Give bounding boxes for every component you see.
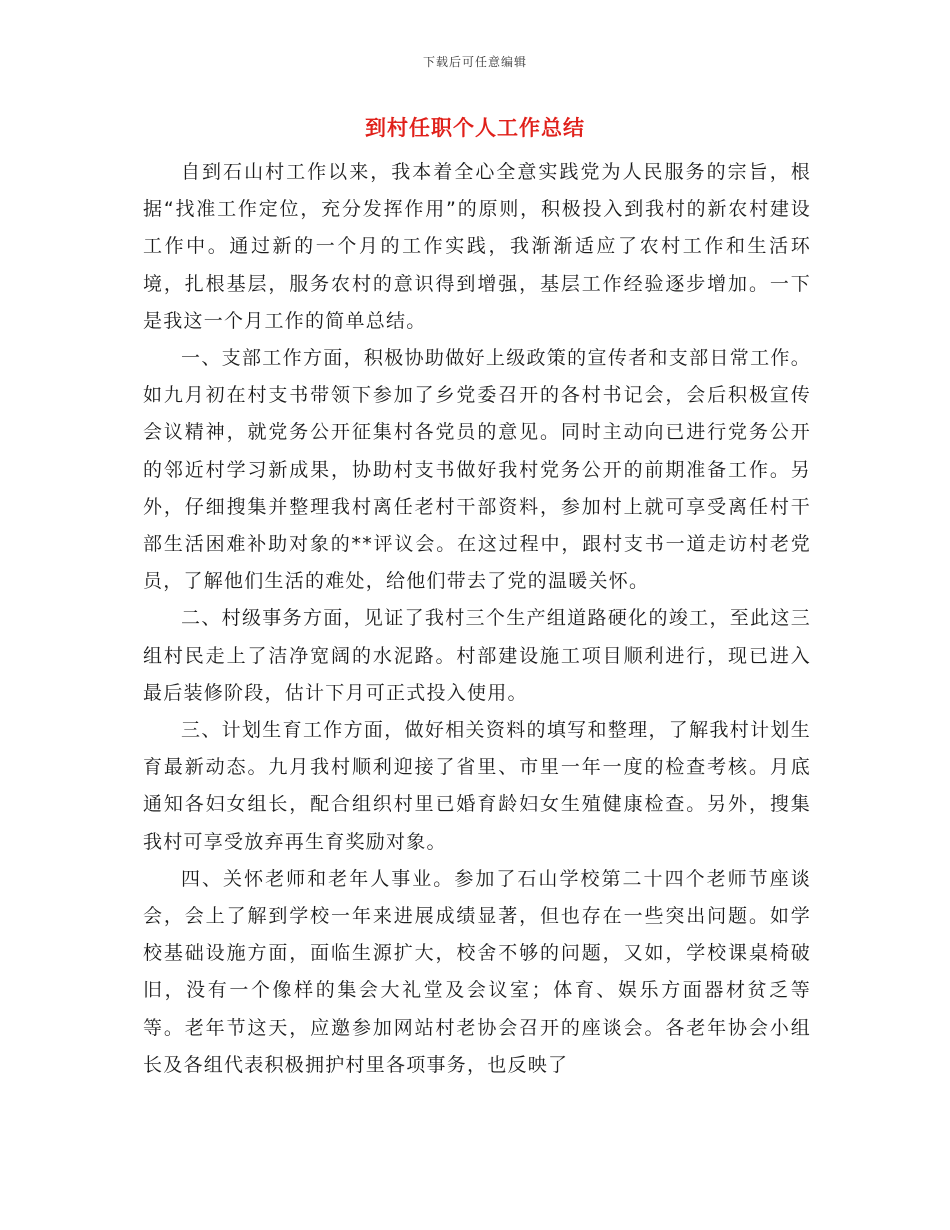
paragraph-village-affairs: 二、村级事务方面，见证了我村三个生产组道路硬化的竣工，至此这三组村民走上了洁净宽阔的水泥路。村部建设施工项目顺利进行，现已进入最后装修阶段，估计下月可正式投入使用。 <box>143 607 811 704</box>
document-title: 到村任职个人工作总结 <box>365 116 585 140</box>
paragraph-intro: 自到石山村工作以来，我本着全心全意实践党为人民服务的宗旨，根据“找准工作定位，充分发挥作用”的原则，积极投入到我村的新农村建设工作中。通过新的一个月的工作实践，我渐渐适应了农村工作和生活环境，扎根基层，服务农村的意识得到增强，基层工作经验逐步增加。一下是我这一个月工作的简单总结。 <box>143 161 811 332</box>
paragraph-teachers-elderly: 四、关怀老师和老年人事业。参加了石山学校第二十四个老师节座谈会，会上了解到学校一年来进展成绩显著，但也存在一些突出问题。如学校基础设施方面，面临生源扩大，校舍不够的问题，又如，学校课桌椅破旧，没有一个像样的集会大礼堂及会议室；体育、娱乐方面器材贫乏等等。老年节这天，应邀参加网站村老协会召开的座谈会。各老年协会小组长及各组代表积极拥护村里各项事务，也反映了 <box>143 867 811 1076</box>
document-body <box>143 154 811 1084</box>
header-note: 下载后可任意编辑 <box>422 55 527 69</box>
paragraph-party-branch: 一、支部工作方面，积极协助做好上级政策的宣传者和支部日常工作。如九月初在村支书带领下参加了乡党委召开的各村书记会，会后积极宣传会议精神，就党务公开征集村各党员的意见。同时主动向已进行党务公开的邻近村学习新成果，协助村支书做好我村党务公开的前期准备工作。另外，仔细搜集并整理我村离任老村干部资料，参加村上就可享受离任村干部生活困难补助对象的**评议会。在这过程中，跟村支书一道走访村老党员，了解他们生活的难处，给他们带去了党的温暖关怀。 <box>143 347 811 593</box>
paragraph-family-planning: 三、计划生育工作方面，做好相关资料的填写和整理，了解我村计划生育最新动态。九月我村顺利迎接了省里、市里一年一度的检查考核。月底通知各妇女组长，配合组织村里已婚育龄妇女生殖健康检查。另外，搜集我村可享受放弃再生育奖励对象。 <box>143 719 811 853</box>
